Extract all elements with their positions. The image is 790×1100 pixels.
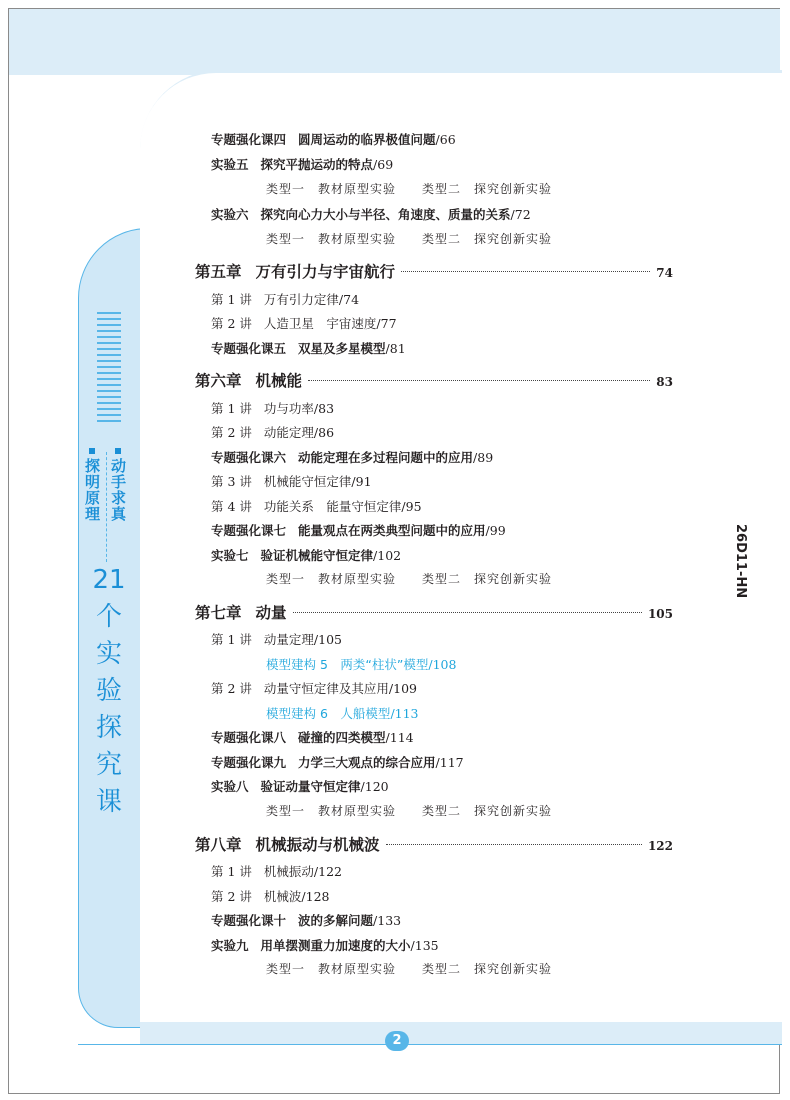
chapter-page: 105 [647,607,673,621]
entry-page: /120 [360,779,389,794]
chapter-page: 83 [656,375,673,389]
toc-entry [211,290,359,308]
chapter-title: 万有引力与宇宙航行 [255,263,396,281]
entry-page: /95 [401,499,422,514]
experiment-types [266,180,552,197]
entry-title: 功能关系 能量守恒定律 [263,499,402,514]
entry-label: 第 1 讲 [211,401,252,416]
entry-label: 第 4 讲 [211,499,252,514]
toc-entry [211,936,439,954]
entry-title: 机械能守恒定律 [263,474,352,489]
entry-page: /86 [313,425,335,440]
entry-page: /133 [373,913,402,928]
toc-entry [211,728,414,746]
entry-page: /102 [373,548,402,563]
entry-label: 实验七 [211,548,249,563]
type-two: 类型二 探究创新实验 [422,232,553,246]
chapter-heading [195,601,673,623]
toc-entry [211,472,372,490]
toc-entry [211,887,330,905]
experiment-types [266,230,552,247]
entry-title: 探究向心力大小与半径、角速度、质量的关系 [260,207,511,222]
entry-page: /77 [376,316,397,331]
chapter-number: 第五章 [195,263,242,281]
side-tag-left: 探明原理 [84,448,100,522]
type-one: 类型一 教材原型实验 [266,804,397,818]
entry-label: 专题强化课十 [211,913,287,928]
entry-page: /72 [510,207,531,222]
toc-entry [211,314,397,332]
experiment-types [266,960,552,977]
entry-title: 功与功率 [263,401,314,416]
experiment-types [266,802,552,819]
entry-label: 专题强化课五 [211,341,287,356]
entry-label: 第 1 讲 [211,292,252,307]
entry-title: 动能定理 [263,425,314,440]
toc-entry [211,753,464,771]
toc-entry [211,130,456,148]
toc-entry [211,448,493,466]
entry-title: 动量守恒定律及其应用 [263,681,389,696]
entry-page: /91 [351,474,372,489]
entry-page: /114 [385,730,414,745]
entry-title: 用单摆测重力加速度的大小 [260,938,411,953]
entry-label: 第 2 讲 [211,316,252,331]
entry-label: 专题强化课八 [211,730,287,745]
entry-title: 验证机械能守恒定律 [260,548,374,563]
toc-entry [211,423,334,441]
side-title: 21个实验探究课 [92,565,126,817]
model-page: /108 [428,657,457,672]
chapter-heading [195,260,673,282]
type-one: 类型一 教材原型实验 [266,232,397,246]
type-two: 类型二 探究创新实验 [422,572,553,586]
type-one: 类型一 教材原型实验 [266,182,397,196]
entry-page: /74 [338,292,360,307]
entry-page: /122 [313,864,342,879]
entry-title: 能量观点在两类典型问题中的应用 [298,523,486,538]
chapter-number: 第七章 [195,604,242,622]
entry-page: /69 [373,157,394,172]
chapter-heading [195,369,673,391]
toc-entry [211,205,531,223]
chapter-page: 122 [647,839,673,853]
model-page: /113 [390,706,419,721]
entry-title: 机械振动 [263,864,314,879]
entry-title: 万有引力定律 [263,292,339,307]
book-code: 26D11-HN [733,524,748,599]
type-two: 类型二 探究创新实验 [422,804,553,818]
toc-entry [211,911,401,929]
dot-leader [386,843,642,845]
chapter-page: 74 [656,266,673,280]
chapter-title: 机械能 [255,372,303,390]
side-tag-right: 动手求真 [110,448,126,522]
entry-label: 实验八 [211,779,249,794]
entry-label: 专题强化课七 [211,523,287,538]
chapter-number: 第八章 [195,836,242,854]
model-title: 模型建构 6 人船模型 [266,706,391,721]
model-title: 模型建构 5 两类“柱状”模型 [266,657,429,672]
toc-entry [211,521,506,539]
chapter-title: 机械振动与机械波 [255,836,380,854]
entry-page: /117 [435,755,464,770]
entry-page: /66 [435,132,456,147]
type-two: 类型二 探究创新实验 [422,182,553,196]
model-entry [266,704,419,722]
entry-title: 圆周运动的临界极值问题 [298,132,436,147]
dot-leader [308,379,650,381]
entry-page: /105 [313,632,342,647]
type-one: 类型一 教材原型实验 [266,572,397,586]
entry-label: 实验九 [211,938,249,953]
entry-page: /135 [410,938,439,953]
toc-entry [211,155,393,173]
toc-entry [211,497,422,515]
entry-page: /83 [313,401,335,416]
chapter-number: 第六章 [195,372,242,390]
experiment-types [266,570,552,587]
entry-title: 机械波 [263,889,302,904]
type-one: 类型一 教材原型实验 [266,962,397,976]
entry-label: 专题强化课九 [211,755,287,770]
entry-page: /128 [301,889,330,904]
entry-label: 第 2 讲 [211,425,252,440]
toc-entry [211,399,334,417]
model-entry [266,655,456,673]
entry-title: 人造卫星 宇宙速度 [263,316,377,331]
toc-entry [211,679,417,697]
dot-leader [401,270,650,272]
entry-title: 波的多解问题 [298,913,374,928]
entry-label: 实验六 [211,207,249,222]
toc-entry [211,630,342,648]
entry-label: 专题强化课六 [211,450,287,465]
chapter-title: 动量 [255,604,287,622]
chapter-heading [195,833,673,855]
entry-label: 第 1 讲 [211,864,252,879]
entry-page: /81 [385,341,406,356]
entry-page: /109 [388,681,417,696]
entry-title: 动能定理在多过程问题中的应用 [298,450,474,465]
entry-label: 第 2 讲 [211,681,252,696]
entry-title: 双星及多星模型 [298,341,386,356]
entry-title: 力学三大观点的综合应用 [298,755,436,770]
toc-entry [211,777,389,795]
entry-title: 探究平抛运动的特点 [260,157,374,172]
entry-label: 第 1 讲 [211,632,252,647]
toc-entry [211,862,342,880]
type-two: 类型二 探究创新实验 [422,962,553,976]
entry-label: 第 3 讲 [211,474,252,489]
entry-title: 验证动量守恒定律 [260,779,361,794]
toc-entry [211,339,406,357]
page-number: 2 [385,1031,409,1051]
entry-page: /89 [473,450,494,465]
entry-title: 碰撞的四类模型 [298,730,386,745]
entry-label: 实验五 [211,157,249,172]
entry-title: 动量定理 [263,632,314,647]
entry-page: /99 [485,523,506,538]
toc-entry [211,546,401,564]
dot-leader [293,611,642,613]
entry-label: 第 2 讲 [211,889,252,904]
entry-label: 专题强化课四 [211,132,287,147]
